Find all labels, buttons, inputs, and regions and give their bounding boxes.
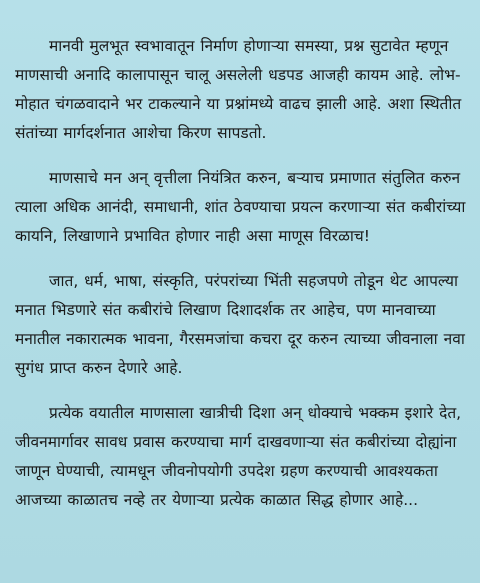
- paragraph-2: माणसाचे मन अन् वृत्तीला नियंत्रित करुन, बऱ्याच प्रमाणात संतुलित करुन त्याला अधिक आनंदी, समाधानी, शांत ठेवण्याचा प्रयत्न करणाऱ्या संत कबीरांच्या कायनि, लिखाणाने प्रभावित होणार नाही असा माणूस विरळाच!: [15, 169, 466, 245]
- paragraph-3: जात, धर्म, भाषा, संस्कृति, परंपरांच्या भिंती सहजपणे तोडून थेट आपल्या मनात भिडणारे संत कबीरांचे लिखाण दिशादर्शक तर आहेच, पण मानवाच्या मनातील नकारात्मक भावना, गैरसमजांचा कचरा दूर करुन त्याच्या जीवनाला नवा सुगंध प्राप्त करुन देणारे आहे.: [15, 272, 465, 377]
- paragraph-1: मानवी मुलभूत स्वभावातून निर्माण होणाऱ्या समस्या, प्रश्न सुटावेत म्हणून माणसाची अनादि कालापासून चालू असलेली धडपड आजही कायम आहे. लोभ-मोहात चंगळवादाने भर टाकल्याने या प्रश्नांमध्ये वाढच झाली आहे. अशा स्थितीत संतांच्या मार्गदर्शनात आशेचा किरण सापडतो.: [15, 37, 462, 142]
- paragraph-4: प्रत्येक वयातील माणसाला खात्रीची दिशा अन् धोक्याचे भक्कम इशारे देत, जीवनमार्गावर सावध प्रवास करण्याचा मार्ग दाखवणाऱ्या संत कबीरांच्या दोह्यांना जाणून घेण्याची, त्यामधून जीवनोपयोगी उपदेश ग्रहण करण्याची आवश्यकता आजच्या काळातच नव्हे तर येणाऱ्या प्रत्येक काळात सिद्ध होणार आहे...: [15, 404, 462, 509]
